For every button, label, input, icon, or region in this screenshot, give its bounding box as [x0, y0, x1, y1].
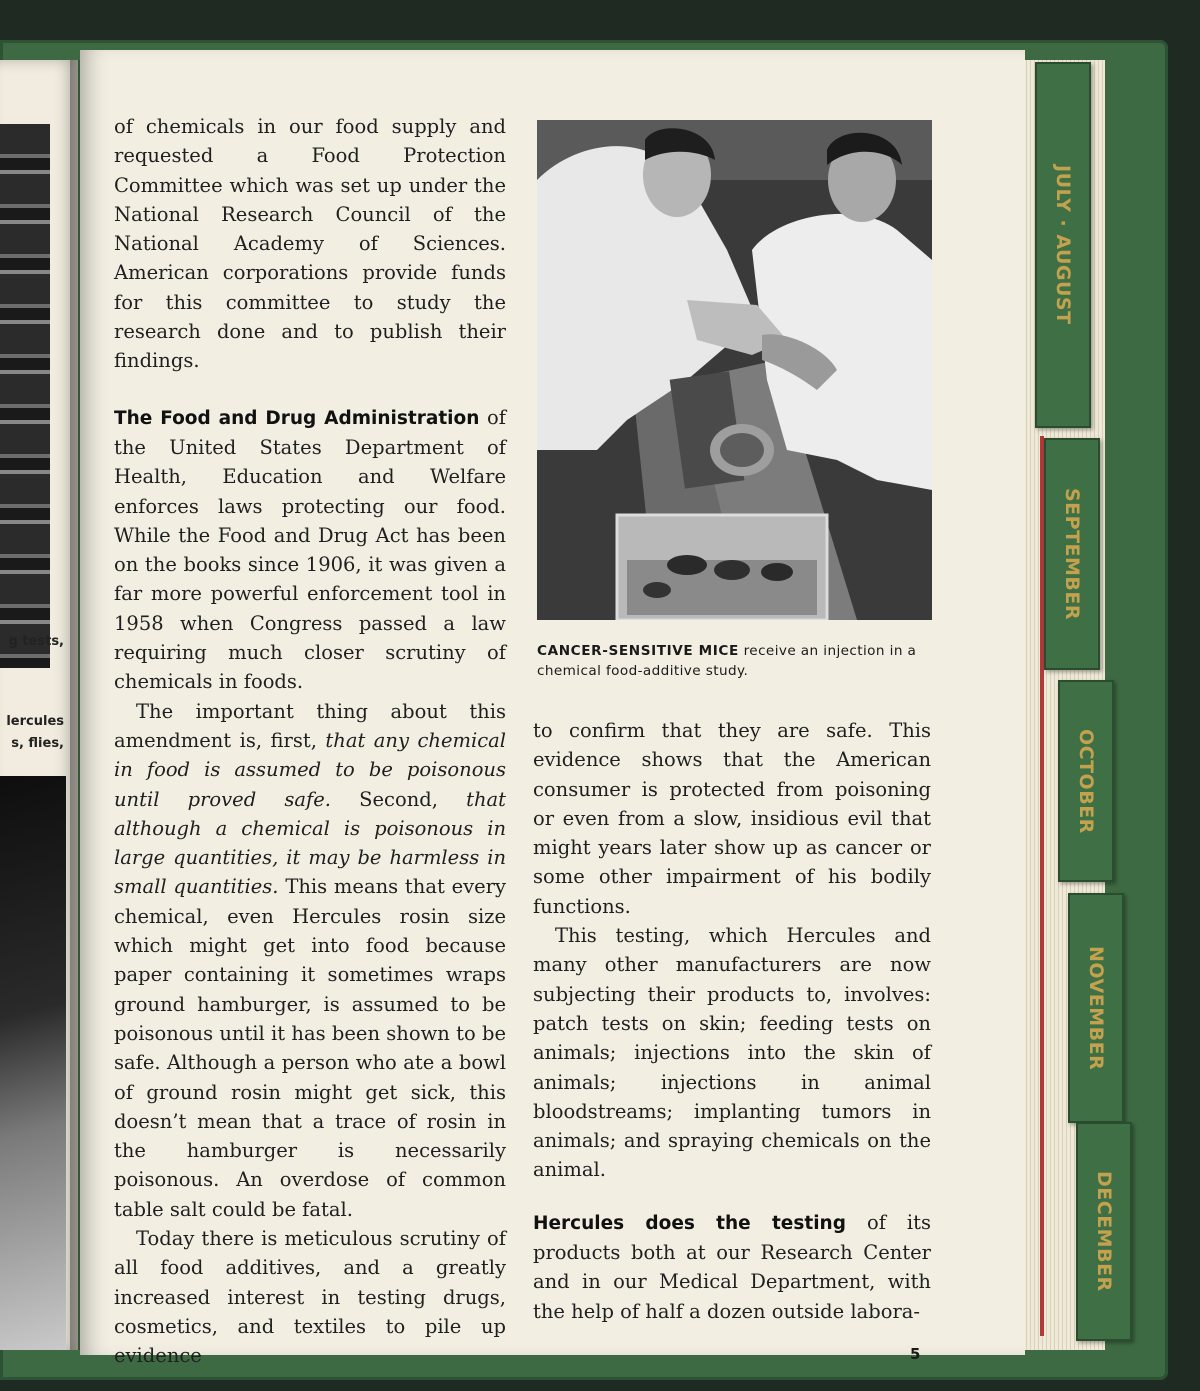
lab-photo-illustration	[537, 120, 932, 620]
tab-label: SEPTEMBER	[1061, 487, 1083, 621]
tab-label: NOVEMBER	[1085, 945, 1107, 1071]
paragraph	[114, 403, 506, 697]
tab-label: JULY · AUGUST	[1052, 165, 1074, 325]
paragraph-text: This means that every chemical, even Hercules rosin size which might get into food because paper containing it sometimes wraps ground hamburger, is assumed to be poisonous until it has been shown to be safe. Although a person who ate a bowl of ground rosin might get sick, this doesn’t mean that a trace of rosin in the hamburger is necessarily poisonous. An overdose of common table salt could be fatal.	[114, 875, 507, 1221]
lab-photo	[537, 120, 932, 620]
paragraph-text: Second,	[359, 787, 438, 811]
photo-caption-text: receive an injection in a chemical food-additive study.	[537, 643, 917, 679]
left-photo-bottom	[0, 776, 66, 1350]
paragraph	[114, 697, 506, 1224]
paragraph: This testing, which Hercules and many other manufacturers are now subjecting their products to, involves: patch tests on skin; feeding tests on animals; injections into the skin of animals; injections in animal bloodstreams; implanting tumors in animals; and spraying chemicals on the animal.	[533, 924, 931, 1182]
photo-caption	[537, 641, 937, 681]
paragraph: Today there is meticulous scrutiny of all food additives, and a greatly increased interest in testing drugs, cosmetics, and textiles to pile up evidence	[114, 1226, 506, 1368]
left-caption-fragment: g tests,	[8, 634, 64, 649]
emphasis-text: that although a chemical is poisonous in large quantities, it may be harmless in small quantities.	[114, 787, 507, 899]
left-text-column	[114, 112, 506, 1370]
tab-label: DECEMBER	[1093, 1171, 1115, 1292]
paragraph: to confirm that they are safe. This evidence shows that the American consumer is protected from poisoning or even from a slow, insidious evil that might years later show up as cancer or some other impairment of his bodily functions.	[533, 719, 931, 918]
section-heading: Hercules does the testing	[533, 1212, 846, 1234]
left-caption-fragment: lercules	[6, 714, 64, 729]
paragraph-text: of the United States Department of Health, Education and Welfare enforces laws protecting our food. While the Food and Drug Act has been on the books since 1906, it was given a far more powerful enforcement tool in 1958 when Congress passed a law requiring much closer scrutiny of chemicals in foods.	[114, 405, 506, 694]
left-caption-fragment: s, flies,	[11, 736, 64, 751]
left-page	[0, 60, 78, 1350]
tab-december[interactable]	[1076, 1122, 1132, 1341]
section-heading: The Food and Drug Administration	[114, 407, 480, 429]
right-text-column	[533, 716, 931, 1326]
paragraph: of chemicals in our food supply and requested a Food Protection Committee which was set up under the National Research Council of the National Academy of Sciences. American corporations provide funds for this committee to study the research done and to publish their findings.	[114, 115, 506, 373]
paragraph-text: of its products both at our Research Center and in our Medical Department, with the help of half a dozen outside labora-	[533, 1210, 931, 1323]
emphasis-text: that any chemical in food is assumed to be poisonous until proved safe.	[114, 728, 506, 811]
tab-september[interactable]	[1044, 438, 1100, 670]
paragraph	[533, 1208, 931, 1326]
page-number: 5	[910, 1345, 921, 1363]
photo-caption-title: CANCER-SENSITIVE MICE	[537, 643, 739, 659]
tab-july-august[interactable]	[1035, 62, 1091, 428]
tab-october[interactable]	[1058, 680, 1114, 882]
tab-label: OCTOBER	[1075, 728, 1097, 834]
tab-november[interactable]	[1068, 893, 1124, 1123]
left-photo-top	[0, 124, 50, 668]
paragraph-text: The important thing about this amendment is, first,	[114, 699, 506, 752]
